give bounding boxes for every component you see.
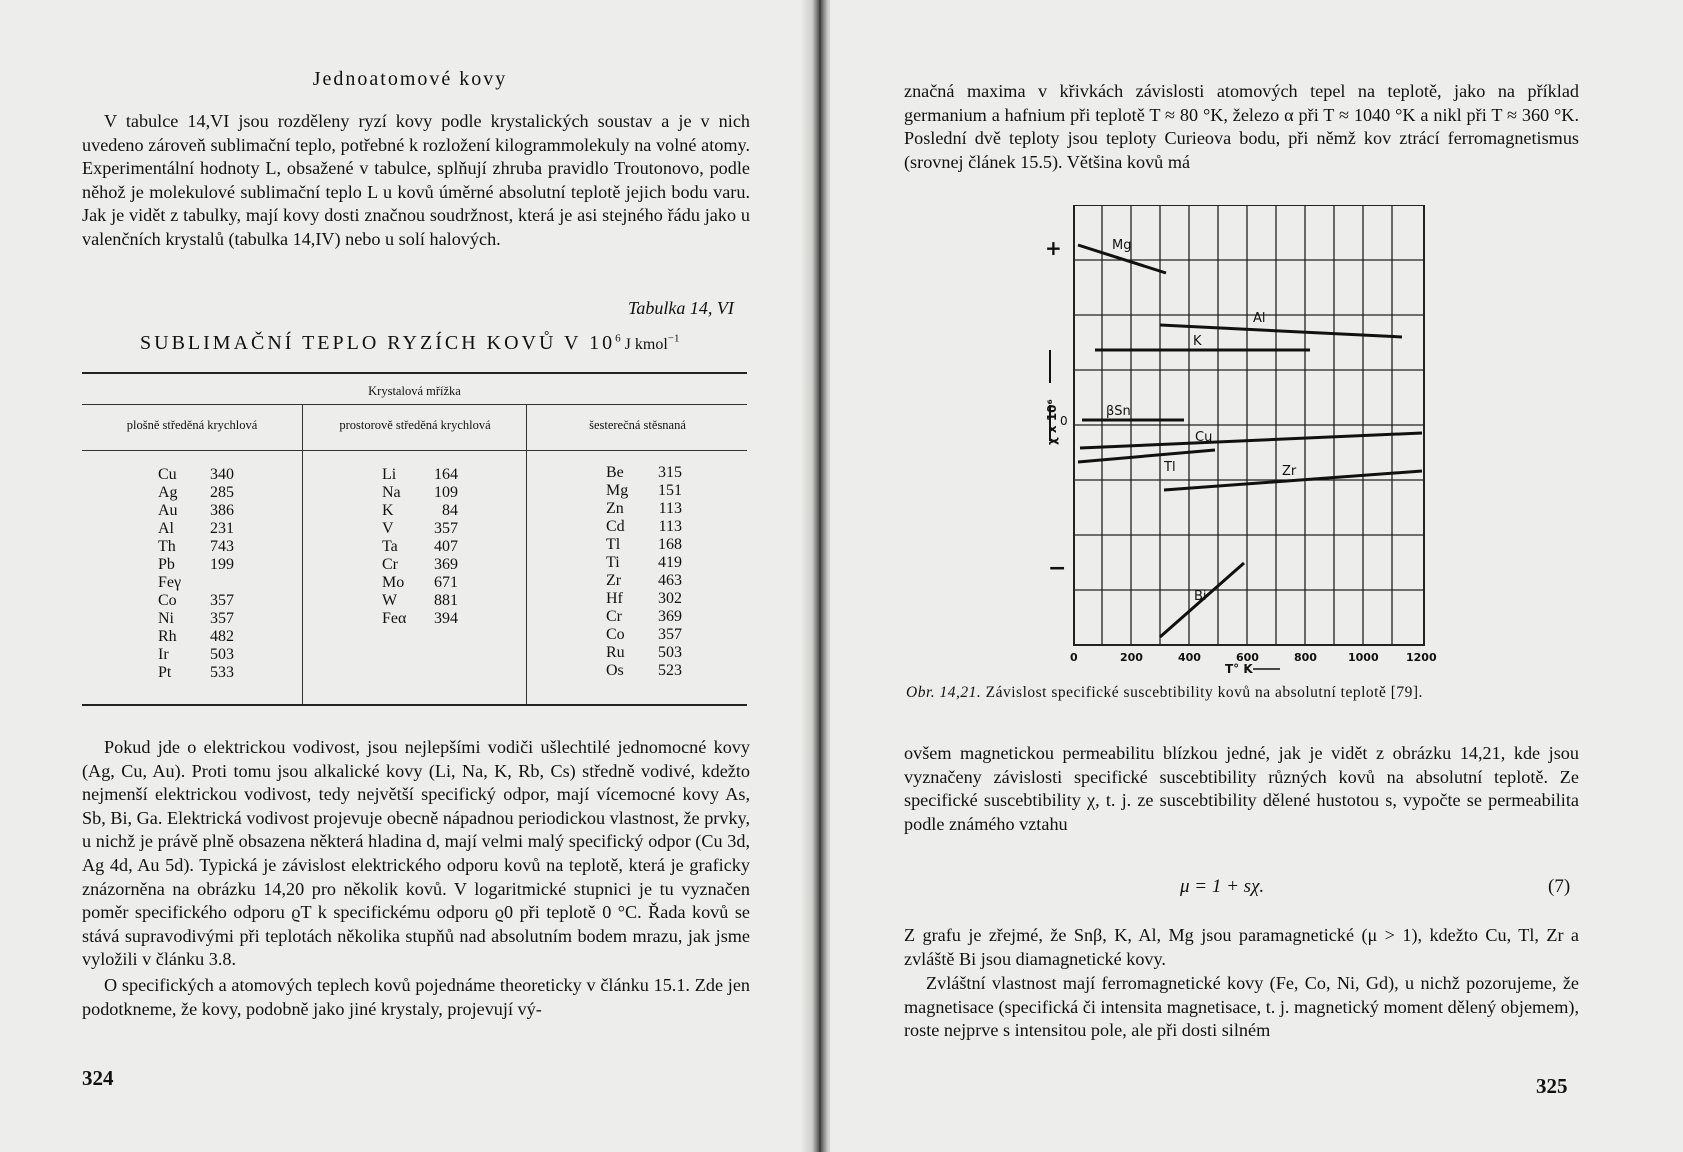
cell-element: Feα — [382, 610, 407, 627]
table-col-header: plošně středěná krychlová — [126, 418, 258, 432]
cell-value: 113 — [658, 500, 682, 517]
page-number: 324 — [82, 1066, 114, 1090]
table-cell-row — [606, 536, 682, 554]
cell-value: 463 — [658, 572, 682, 589]
table-cell-row — [158, 538, 234, 556]
intro-paragraph: V tabulce 14,VI jsou rozděleny ryzí kovy podle krystalických soustav a je v nich uvedeno zároveň sublimační teplo, potřebné k rozložení kilogrammolekuly na volné atomy. Experimentální hodnoty L, obsažené v tabulce, splňují zhruba pravidlo Troutonovo, podle něhož je molekulové sublimační teplo L u kovů úměrné absolutní teplotě jejich bodu varu. Jak je vidět z tabulky, mají kovy dosti značnou soudržnost, která je asi stejného řádu jako u valenčních krystalů (tabulka 14,IV) nebo u solí halových. — [82, 111, 750, 249]
table-title-unit: J kmol — [620, 336, 668, 353]
x-tick-label: 0 — [1070, 651, 1078, 664]
cell-element: K — [382, 502, 394, 519]
curve-label: Mg — [1112, 238, 1132, 253]
cell-value: 109 — [434, 484, 458, 501]
cell-value: 231 — [210, 520, 234, 537]
cell-element: Th — [158, 538, 176, 555]
table-cell-row — [158, 520, 234, 538]
y-plus-label: + — [1045, 236, 1062, 260]
cell-value: 419 — [658, 554, 682, 571]
table-cell-row — [158, 664, 234, 682]
figure-caption — [906, 684, 1586, 702]
running-head: Jednoatomové kovy — [312, 68, 508, 90]
table-cell-row — [158, 466, 234, 484]
cell-value: 84 — [442, 502, 458, 519]
cell-element: V — [382, 520, 394, 537]
x-tick-label: 200 — [1120, 651, 1143, 664]
cell-value: 340 — [210, 466, 234, 483]
table-column-bcc — [382, 466, 458, 628]
heat-paragraph: O specifických a atomových teplech kovů pojednáme theoreticky v článku 15.1. Zde jen podotkneme, že kovy, podobně jako jiné krystaly, projevují vý- — [82, 975, 750, 1019]
y-zero-label: 0 — [1060, 414, 1068, 428]
cell-element: W — [382, 592, 398, 609]
table-rule — [82, 404, 747, 405]
top-paragraph: značná maxima v křivkách závislosti atomových tepel na teplotě, jako na příklad germanium a hafnium při teplotě T ≈ 80 °K, železo α při T ≈ 1040 °K a nikl při T ≈ 360 °K. Poslední dvě teploty jsou teploty Curieova bodu, při němž kov ztrácí ferromagnetismus (srovnej článek 15.5). Většina kovů má — [904, 81, 1579, 172]
figure-caption-text: Závislost specifické suscebtibility kovů na absolutní teplotě [79]. — [981, 684, 1423, 701]
cell-value: 315 — [658, 464, 682, 481]
table-col-header: šesterečná stěsnaná — [589, 418, 686, 432]
cell-value: 881 — [434, 592, 458, 609]
cell-element: Be — [606, 464, 624, 481]
x-axis-label: T° K — [1225, 662, 1253, 675]
cell-element: Ti — [606, 554, 620, 571]
cell-element: Mo — [382, 574, 405, 591]
table-title-unit-exponent: −1 — [667, 332, 680, 345]
table-cell-row — [606, 482, 682, 500]
cell-element: Pt — [158, 664, 172, 681]
cell-element: Pb — [158, 556, 175, 573]
table-cell-row — [382, 502, 458, 520]
y-minus-label: − — [1048, 556, 1067, 581]
permeability-paragraph: ovšem magnetickou permeabilitu blízkou jedné, jak je vidět z obrázku 14,21, kde jsou vyznačeny závislosti specifické suscebtibility různých kovů na absolutní teplotě. Ze specifické suscebtibility χ, t. j. ze suscebtibility dělené hustotou s, vypočte se permeabilita podle známého vztahu — [904, 743, 1579, 834]
x-tick-label: 1000 — [1348, 651, 1379, 664]
figure-curves — [1078, 245, 1422, 637]
curve-tl — [1078, 450, 1215, 462]
table-cell-row — [606, 464, 682, 482]
cell-element: Os — [606, 662, 624, 679]
table-rule — [82, 450, 747, 451]
curve-label: Al — [1253, 311, 1266, 326]
equation: μ = 1 + sχ. — [1180, 876, 1265, 897]
cell-element: Tl — [606, 536, 621, 553]
figure-grid — [1074, 205, 1424, 645]
table-column-rule — [302, 404, 303, 704]
cell-element: Au — [158, 502, 178, 519]
table-cell-row — [158, 574, 234, 592]
cell-element: Cr — [382, 556, 398, 573]
cell-element: Zr — [606, 572, 622, 589]
cell-value: 168 — [658, 536, 682, 553]
table-cell-row — [606, 644, 682, 662]
cell-value: 151 — [658, 482, 682, 499]
cell-element: Mg — [606, 482, 629, 499]
table-cell-row — [382, 520, 458, 538]
paramagnetic-paragraph: Z grafu je zřejmé, že Snβ, K, Al, Mg jsou paramagnetické (μ > 1), kdežto Cu, Tl, Zr a zvláště Bi jsou diamagnetické kovy. — [904, 925, 1579, 969]
cell-element: Ru — [606, 644, 625, 661]
table-title-exponent: 6 — [615, 332, 621, 345]
cell-value: 386 — [210, 502, 234, 519]
cell-element: Ni — [158, 610, 174, 627]
cell-value: 285 — [210, 484, 234, 501]
table-cell-row — [382, 592, 458, 610]
table-col-header: prostorově středěná krychlová — [339, 418, 491, 432]
x-tick-label: 1200 — [1406, 651, 1437, 664]
curve-label: βSn — [1106, 404, 1131, 419]
curve-label: Tl — [1164, 460, 1176, 475]
cell-element: Ta — [382, 538, 398, 555]
table-cell-row — [382, 574, 458, 592]
table-cell-row — [382, 610, 458, 628]
cell-value: 671 — [434, 574, 458, 591]
left-page — [0, 0, 820, 1152]
curve-label: K — [1193, 334, 1202, 349]
cell-element: Rh — [158, 628, 177, 645]
page-number: 325 — [1536, 1074, 1568, 1098]
cell-element: Na — [382, 484, 401, 501]
cell-value: 113 — [658, 518, 682, 535]
table-cell-row — [158, 484, 234, 502]
table-cell-row — [158, 556, 234, 574]
table-label: Tabulka 14, VI — [628, 298, 734, 318]
cell-value: 369 — [658, 608, 682, 625]
cell-element: Cu — [158, 466, 177, 483]
table-title-text: SUBLIMAČNÍ TEPLO RYZÍCH KOVŮ V 10 — [140, 332, 616, 354]
cell-element: Cr — [606, 608, 622, 625]
cell-element: Ir — [158, 646, 169, 663]
table-cell-row — [158, 628, 234, 646]
cell-value: 394 — [434, 610, 458, 627]
susceptibility-figure — [1040, 205, 1460, 675]
table-column-rule — [526, 404, 527, 704]
cell-element: Hf — [606, 590, 623, 607]
cell-value: 503 — [210, 646, 234, 663]
table-cell-row — [382, 466, 458, 484]
table-cell-row — [606, 518, 682, 536]
cell-value: 357 — [210, 592, 234, 609]
cell-element: Zn — [606, 500, 624, 517]
cell-value: 503 — [658, 644, 682, 661]
figure-labels — [1045, 236, 1437, 675]
table-title — [140, 332, 680, 355]
equation-number: (7) — [1548, 876, 1571, 897]
y-axis-label: χ x 10⁶ — [1045, 399, 1059, 445]
x-tick-label: 400 — [1178, 651, 1201, 664]
cell-value: 369 — [434, 556, 458, 573]
table-cell-row — [606, 626, 682, 644]
table-cell-row — [606, 554, 682, 572]
cell-value: 482 — [210, 628, 234, 645]
table-cell-row — [606, 572, 682, 590]
cell-element: Li — [382, 466, 397, 483]
table-cell-row — [158, 610, 234, 628]
table-column-hcp — [606, 464, 682, 680]
cell-value: 523 — [658, 662, 682, 679]
cell-value: 357 — [658, 626, 682, 643]
table-cell-row — [158, 646, 234, 664]
figure-caption-label: Obr. 14,21. — [906, 684, 982, 701]
cell-element: Co — [158, 592, 177, 609]
cell-value: 164 — [434, 466, 458, 483]
cell-value: 533 — [210, 664, 234, 681]
table-cell-row — [606, 500, 682, 518]
table-cell-row — [382, 538, 458, 556]
ferromagnetic-paragraph: Zvláštní vlastnost mají ferromagnetické kovy (Fe, Co, Ni, Gd), u nichž pozorujeme, že magnetisace (specifická či intensita magnetisace, t. j. magnetický moment dělený objemem), roste nejprve s intensitou pole, ale při dosti silném — [904, 973, 1579, 1041]
x-tick-label: 800 — [1294, 651, 1317, 664]
cell-value: 357 — [434, 520, 458, 537]
cell-value: 302 — [658, 590, 682, 607]
curve-label: Zr — [1282, 464, 1297, 479]
sublimation-table — [82, 372, 747, 706]
cell-element: Feγ — [158, 574, 182, 591]
conductivity-paragraph: Pokud jde o elektrickou vodivost, jsou nejlepšími vodiči ušlechtilé jednomocné kovy (Ag, Cu, Au). Proti tomu jsou alkalické kovy (Li, Na, K, Rb, Cs) středně vodivé, kdežto nejmenší elektrickou vodivost, tedy největší specifický odpor, mají vícemocné kovy As, Sb, Bi, Ga. Elektrická vodivost projevuje obecně nápadnou periodickou vlastnost, že prvky, u nichž je právě plně obsazena některá hladina d, mají velmi malý specifický odpor (Cu 3d, Ag 4d, Au 5d). Typická je závislost elektrického odporu kovů na teplotě, která je graficky znázorněna na obrázku 14,20 pro několik kovů. V logaritmické stupnici je tu vyznačen poměr specifického odporu ϱT k specifickému odporu ϱ0 při teplotě 0 °C. Řada kovů se stává supravodivými při teplotách několika stupňů nad absolutním bodem mrazu, jak jsme vyložili v článku 3.8. — [82, 737, 750, 970]
cell-value: 199 — [210, 556, 234, 573]
table-column-fcc — [158, 466, 234, 682]
cell-element: Al — [158, 520, 174, 537]
x-tick-label: 600 — [1236, 651, 1259, 664]
cell-value: 357 — [210, 610, 234, 627]
table-cell-row — [382, 484, 458, 502]
table-cell-row — [606, 590, 682, 608]
cell-value: 743 — [210, 538, 234, 555]
curve-label: Cu — [1195, 430, 1213, 445]
table-cell-row — [158, 502, 234, 520]
cell-element: Cd — [606, 518, 625, 535]
cell-element: Co — [606, 626, 625, 643]
table-cell-row — [606, 608, 682, 626]
cell-element: Ag — [158, 484, 178, 501]
curve-label: Bi — [1194, 589, 1207, 604]
table-cell-row — [158, 592, 234, 610]
table-cell-row — [606, 662, 682, 680]
table-group-header: Krystalová mřížka — [368, 384, 461, 398]
table-cell-row — [382, 556, 458, 574]
cell-value: 407 — [434, 538, 458, 555]
